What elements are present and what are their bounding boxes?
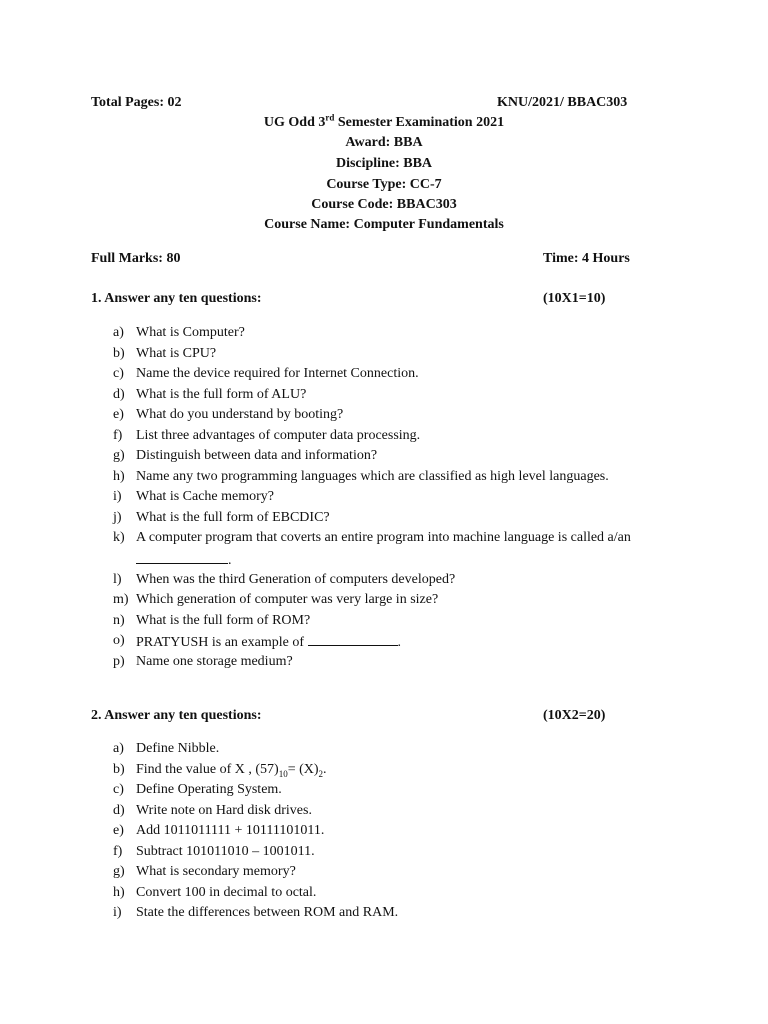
question-label: a) [113,325,124,340]
question-label: g) [113,864,125,879]
question-label: a) [113,741,124,756]
question-text: What is CPU? [136,346,217,361]
subscript-base: 10 [278,768,288,779]
question-label: c) [113,782,124,797]
question-text: What is secondary memory? [136,864,296,879]
section1-title: 1. Answer any ten questions: [91,291,262,306]
question-label: g) [113,448,125,463]
question-text: What do you understand by booting? [136,407,344,422]
paper-code: KNU/2021/ BBAC303 [497,95,628,110]
question-text: List three advantages of computer data processing. [136,428,421,443]
question-text: What is Computer? [136,325,245,340]
question-label: o) [113,633,125,648]
question-text-end: . [228,553,232,568]
question-label: b) [113,346,125,361]
total-pages: Total Pages: 02 [91,95,182,110]
question-text: PRATYUSH is an example of [136,635,304,650]
question-text: A computer program that coverts an entire program into machine language is called a/an [136,530,631,545]
course-type: Course Type: CC-7 [326,177,442,192]
question-text: Distinguish between data and information? [136,448,378,463]
question-text: What is the full form of ALU? [136,387,307,402]
question-label: e) [113,407,124,422]
question-text: Name one storage medium? [136,654,293,669]
question-text: What is the full form of EBCDIC? [136,510,330,525]
question-label: b) [113,762,125,777]
question-label: n) [113,613,125,628]
question-label: c) [113,366,124,381]
question-text: Write note on Hard disk drives. [136,803,312,818]
exam-title-suffix: Semester Examination 2021 [334,115,505,130]
question-label: h) [113,885,125,900]
question-text-math [136,761,327,779]
question-label: d) [113,803,125,818]
question-label: l) [113,572,122,587]
question-label: f) [113,428,123,443]
course-name: Course Name: Computer Fundamentals [264,217,504,232]
question-text: Which generation of computer was very large in size? [136,592,439,607]
question-label: k) [113,530,125,545]
question-text: Name any two programming languages which are classified as high level languages. [136,469,609,484]
blank-line [308,632,398,646]
question-label: j) [113,510,122,525]
exam-title [0,114,768,132]
question-label: d) [113,387,125,402]
exam-title-sup: rd [325,112,335,123]
question-text: When was the third Generation of computers developed? [136,572,456,587]
time-allowed: Time: 4 Hours [543,251,630,266]
question-text: Name the device required for Internet Connection. [136,366,419,381]
question-label: i) [113,905,122,920]
question-text-with-blank [136,632,401,652]
discipline: Discipline: BBA [335,156,433,171]
blank-line [136,550,228,564]
question-text: . [323,762,327,777]
question-label: h) [113,469,125,484]
award: Award: BBA [345,135,423,150]
question-text: Define Operating System. [136,782,282,797]
question-text: Add 1011011111 + 10111101011. [136,823,325,838]
question-text: What is Cache memory? [136,489,275,504]
question-text: = (X) [287,762,319,777]
question-label: m) [113,592,129,607]
course-code: Course Code: BBAC303 [311,197,457,212]
question-label: e) [113,823,124,838]
question-label: i) [113,489,122,504]
question-label: f) [113,844,123,859]
section2-marks: (10X2=20) [543,708,606,723]
section1-marks: (10X1=10) [543,291,606,306]
question-text: What is the full form of ROM? [136,613,311,628]
question-text-end: . [397,635,401,650]
question-text: Define Nibble. [136,741,220,756]
question-text: Find the value of X , (57) [136,762,279,777]
subscript-base: 2 [318,768,324,779]
full-marks: Full Marks: 80 [91,251,181,266]
exam-title-prefix: UG Odd 3 [263,115,326,130]
question-text: Subtract 101011010 – 1001011. [136,844,315,859]
question-text: Convert 100 in decimal to octal. [136,885,317,900]
question-label: p) [113,654,125,669]
answer-blank [136,550,232,570]
section2-title: 2. Answer any ten questions: [91,708,262,723]
question-text: State the differences between ROM and RAM. [136,905,399,920]
